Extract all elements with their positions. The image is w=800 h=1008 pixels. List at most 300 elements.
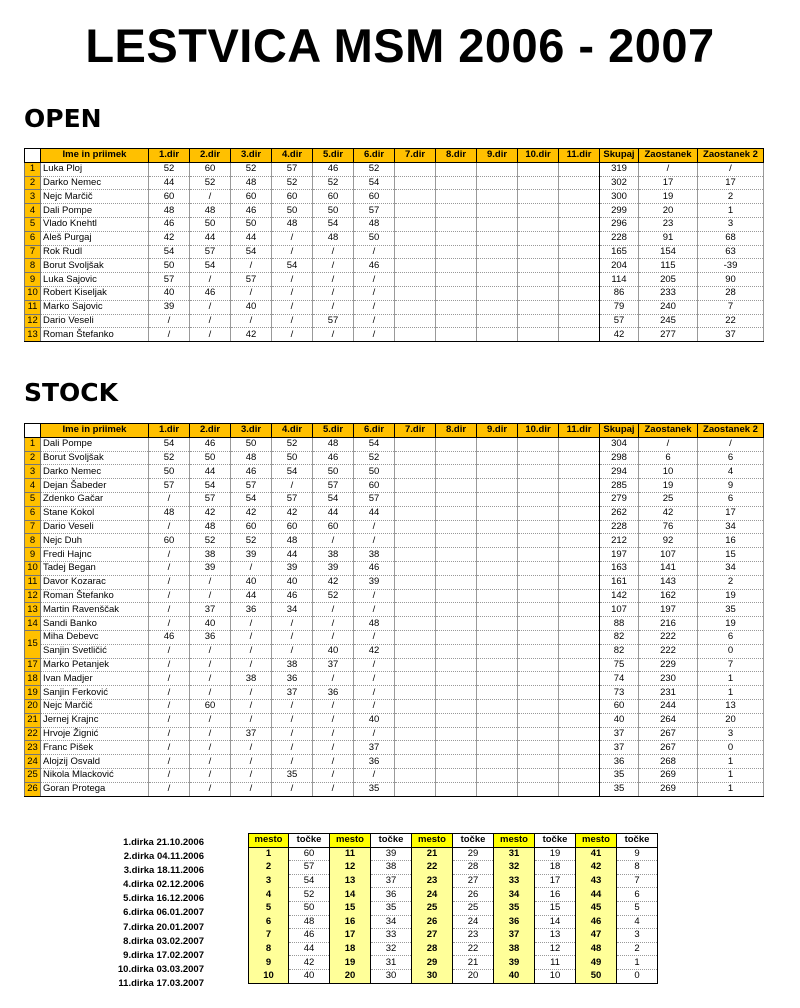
race-date: 3.dirka 18.11.2006 [123,865,204,877]
race-points [518,162,559,176]
race-points: 46 [190,437,231,451]
race-points: / [354,686,395,700]
race-date: 9.dirka 17.02.2007 [123,949,204,961]
race-points [518,617,559,631]
race-points: 44 [272,548,313,562]
place-value: 44 [576,888,617,902]
total-points: 82 [600,630,639,644]
race-points: 48 [190,204,231,218]
race-points [395,630,436,644]
gap-to-previous: 3 [698,727,764,741]
race-points: 54 [231,492,272,506]
place-value: 17 [330,929,371,943]
standings-row [25,630,764,644]
gap-to-leader: 141 [639,561,698,575]
gap-to-leader: 143 [639,575,698,589]
rank-cell: 10 [25,561,41,575]
gap-to-leader: 115 [639,259,698,273]
race-points [559,492,600,506]
points-value: 4 [617,915,658,929]
race-points: 44 [231,231,272,245]
race-points [436,534,477,548]
driver-name: Nikola Mlacković [41,768,149,782]
gap-to-leader: 197 [639,603,698,617]
race-points: / [313,603,354,617]
total-points: 79 [600,300,639,314]
column-header: Zaostanek 2 [698,424,764,438]
race-points: 39 [354,575,395,589]
race-points [559,286,600,300]
race-points [559,658,600,672]
race-points: 52 [354,451,395,465]
race-points: 60 [313,520,354,534]
points-value: 23 [453,929,494,943]
standings-row [25,603,764,617]
column-header: Zaostanek [639,149,698,163]
race-points [395,699,436,713]
gap-to-previous: 19 [698,617,764,631]
race-points [436,451,477,465]
total-points: 40 [600,713,639,727]
race-points: / [272,273,313,287]
place-value: 9 [249,956,289,970]
race-points: / [272,630,313,644]
race-points [559,603,600,617]
race-points [395,231,436,245]
driver-name: Borut Svoljšak [41,451,149,465]
gap-to-leader: 264 [639,713,698,727]
driver-name: Nejc Marčič [41,699,149,713]
gap-to-previous: / [698,162,764,176]
race-points [518,672,559,686]
place-value: 22 [412,861,453,875]
place-value: 8 [249,942,289,956]
driver-name: Dali Pompe [41,437,149,451]
rank-cell: 12 [25,589,41,603]
place-value: 7 [249,929,289,943]
race-points: 44 [313,506,354,520]
race-points: / [272,314,313,328]
place-value: 3 [249,874,289,888]
rank-cell: 23 [25,741,41,755]
race-points: / [313,727,354,741]
race-points [518,286,559,300]
gap-to-previous: 1 [698,204,764,218]
race-points [518,492,559,506]
stock-heading: STOCK [24,378,119,407]
gap-to-leader: 205 [639,273,698,287]
race-points: 57 [149,479,190,493]
race-points [518,465,559,479]
gap-to-previous: 7 [698,300,764,314]
race-points: / [190,727,231,741]
race-points: / [190,314,231,328]
race-points: / [354,534,395,548]
race-points: / [149,768,190,782]
race-points: 36 [272,672,313,686]
race-points: 40 [272,575,313,589]
race-points [559,259,600,273]
race-points: 48 [190,520,231,534]
total-points: 57 [600,314,639,328]
race-points [477,672,518,686]
rank-cell: 8 [25,534,41,548]
race-points [436,506,477,520]
place-value: 15 [330,901,371,915]
race-points: 39 [231,548,272,562]
race-points [395,492,436,506]
driver-name: Jernej Krajnc [41,713,149,727]
race-points: / [313,755,354,769]
race-points [436,520,477,534]
gap-to-previous: 34 [698,520,764,534]
rank-cell: 19 [25,686,41,700]
gap-to-leader: 233 [639,286,698,300]
gap-to-previous: 28 [698,286,764,300]
gap-to-leader: 231 [639,686,698,700]
race-points [477,727,518,741]
race-points: 40 [149,286,190,300]
rank-cell: 1 [25,437,41,451]
standings-row [25,589,764,603]
race-points [559,217,600,231]
race-points: / [190,300,231,314]
race-points [518,534,559,548]
race-points [477,286,518,300]
race-points: 46 [272,589,313,603]
place-value: 40 [494,969,535,983]
points-value: 57 [289,861,330,875]
race-points: 57 [313,314,354,328]
race-points [477,589,518,603]
driver-name: Davor Kozarac [41,575,149,589]
place-value: 6 [249,915,289,929]
total-points: 204 [600,259,639,273]
column-header: Ime in priimek [41,424,149,438]
driver-name: Marko Petanjek [41,658,149,672]
place-value: 49 [576,956,617,970]
place-value: 25 [412,901,453,915]
race-points: / [313,300,354,314]
race-points: 60 [149,534,190,548]
race-points: 46 [354,561,395,575]
race-points [436,176,477,190]
race-points [395,245,436,259]
race-points: 40 [231,300,272,314]
column-header: 8.dir [436,424,477,438]
gap-to-previous: 15 [698,548,764,562]
race-points [436,437,477,451]
race-points [559,506,600,520]
total-points: 262 [600,506,639,520]
race-points: / [190,768,231,782]
race-points: 35 [272,768,313,782]
gap-to-previous: / [698,437,764,451]
race-points: 39 [272,561,313,575]
points-value: 40 [289,969,330,983]
race-points [518,630,559,644]
race-points: 42 [231,506,272,520]
place-value: 16 [330,915,371,929]
driver-name: Darko Nemec [41,465,149,479]
total-points: 75 [600,658,639,672]
race-points [436,217,477,231]
place-value: 46 [576,915,617,929]
column-header: 8.dir [436,149,477,163]
race-points: 57 [313,479,354,493]
total-points: 300 [600,190,639,204]
standings-row [25,782,764,796]
column-header: 1.dir [149,424,190,438]
race-points: 60 [272,190,313,204]
race-points: 52 [190,534,231,548]
rank-cell: 11 [25,300,41,314]
points-table [248,833,658,984]
race-points: / [190,686,231,700]
race-points [436,245,477,259]
race-points [559,699,600,713]
place-header: mesto [412,834,453,848]
race-points [518,204,559,218]
race-points [518,520,559,534]
gap-to-leader: 23 [639,217,698,231]
race-points [477,259,518,273]
place-value: 10 [249,969,289,983]
race-points [477,617,518,631]
place-value: 1 [249,847,289,861]
race-points: / [190,328,231,342]
gap-to-leader: / [639,162,698,176]
standings-row [25,575,764,589]
total-points: 35 [600,782,639,796]
race-points [559,561,600,575]
race-points: 54 [313,217,354,231]
standings-row [25,204,764,218]
points-value: 36 [371,888,412,902]
race-date: 11.dirka 17.03.2007 [118,977,204,989]
race-points: 54 [313,492,354,506]
race-points: 36 [190,630,231,644]
race-points: / [354,630,395,644]
place-value: 18 [330,942,371,956]
race-points: 50 [149,465,190,479]
points-row [249,847,658,861]
race-date: 1.dirka 21.10.2006 [123,837,204,848]
place-value: 4 [249,888,289,902]
race-points [477,699,518,713]
race-points: / [313,286,354,300]
gap-to-leader: 42 [639,506,698,520]
standings-row [25,314,764,328]
standings-row [25,520,764,534]
standings-row [25,259,764,273]
points-value: 27 [453,874,494,888]
standings-row [25,548,764,562]
rank-cell: 9 [25,548,41,562]
place-value: 28 [412,942,453,956]
race-points [559,328,600,342]
race-points: 48 [149,506,190,520]
rank-cell: 20 [25,699,41,713]
race-points: 42 [354,644,395,658]
race-points [477,451,518,465]
race-points [436,630,477,644]
total-points: 228 [600,231,639,245]
points-value: 10 [535,969,576,983]
total-points: 285 [600,479,639,493]
place-value: 50 [576,969,617,983]
race-points [395,768,436,782]
race-points [518,589,559,603]
race-points [436,273,477,287]
race-points: 48 [149,204,190,218]
race-points [477,314,518,328]
gap-to-previous: 1 [698,686,764,700]
race-points: 39 [190,561,231,575]
race-points: / [313,617,354,631]
points-value: 52 [289,888,330,902]
total-points: 35 [600,768,639,782]
race-points: 60 [231,190,272,204]
race-points: 57 [149,273,190,287]
driver-name: Vlado Knehtl [41,217,149,231]
place-value: 41 [576,847,617,861]
race-points: 46 [231,204,272,218]
race-points: / [149,658,190,672]
race-points: / [272,231,313,245]
standings-row [25,561,764,575]
race-points: 37 [313,658,354,672]
gap-to-previous: 6 [698,492,764,506]
race-points [559,520,600,534]
race-points: 57 [354,492,395,506]
total-points: 73 [600,686,639,700]
gap-to-leader: 19 [639,190,698,204]
race-points [477,630,518,644]
total-points: 88 [600,617,639,631]
race-points: / [149,575,190,589]
column-header: Zaostanek 2 [698,149,764,163]
race-points: / [190,755,231,769]
race-points [477,245,518,259]
column-header: 4.dir [272,424,313,438]
race-points [395,451,436,465]
race-points [518,644,559,658]
points-value: 16 [535,888,576,902]
driver-name: Sandi Banko [41,617,149,631]
race-points: / [190,575,231,589]
race-points: 52 [149,162,190,176]
gap-to-leader: 25 [639,492,698,506]
race-points [518,273,559,287]
race-points: 60 [231,520,272,534]
race-points: 57 [272,492,313,506]
points-row [249,929,658,943]
race-points: / [190,672,231,686]
points-row [249,969,658,983]
race-points: 52 [272,176,313,190]
race-points: / [272,782,313,796]
column-header: 3.dir [231,424,272,438]
race-points [518,782,559,796]
race-points [395,672,436,686]
place-value: 27 [412,929,453,943]
points-value: 21 [453,956,494,970]
points-row [249,861,658,875]
column-header: 10.dir [518,149,559,163]
race-date: 6.dirka 06.01.2007 [123,907,204,919]
race-points [395,589,436,603]
rank-cell: 26 [25,782,41,796]
race-points [477,520,518,534]
points-row [249,956,658,970]
points-value: 5 [617,901,658,915]
gap-to-previous: 35 [698,603,764,617]
race-points: / [149,741,190,755]
race-points: 44 [354,506,395,520]
total-points: 37 [600,741,639,755]
column-header: 9.dir [477,149,518,163]
standings-row [25,755,764,769]
race-points [559,713,600,727]
driver-name: Hrvoje Žignić [41,727,149,741]
race-points: 48 [354,217,395,231]
driver-name: Luka Ploj [41,162,149,176]
race-points: / [190,782,231,796]
race-points: / [272,644,313,658]
race-points: 60 [354,479,395,493]
race-points: / [354,658,395,672]
driver-name: Robert Kiseljak [41,286,149,300]
place-value: 29 [412,956,453,970]
points-value: 34 [371,915,412,929]
race-points [559,190,600,204]
rank-cell: 24 [25,755,41,769]
standings-row [25,713,764,727]
race-points: / [190,713,231,727]
gap-to-leader: 244 [639,699,698,713]
race-points: 57 [272,162,313,176]
race-points [559,300,600,314]
race-points: 60 [149,190,190,204]
gap-to-previous: 6 [698,451,764,465]
place-value: 45 [576,901,617,915]
points-header: točke [371,834,412,848]
race-points [518,768,559,782]
gap-to-leader: 267 [639,727,698,741]
points-value: 44 [289,942,330,956]
open-heading: OPEN [24,104,102,133]
race-points [559,727,600,741]
driver-name: Goran Protega [41,782,149,796]
standings-row [25,176,764,190]
place-value: 39 [494,956,535,970]
race-points: 37 [231,727,272,741]
gap-to-leader: 245 [639,314,698,328]
race-points [518,217,559,231]
race-points [395,713,436,727]
race-points [518,506,559,520]
race-date: 10.dirka 03.03.2007 [117,963,204,975]
race-points [395,741,436,755]
rank-cell: 12 [25,314,41,328]
race-points: 42 [231,328,272,342]
gap-to-previous: 3 [698,217,764,231]
race-points: 40 [354,713,395,727]
race-points: 48 [354,617,395,631]
race-points [477,603,518,617]
standings-row [25,686,764,700]
